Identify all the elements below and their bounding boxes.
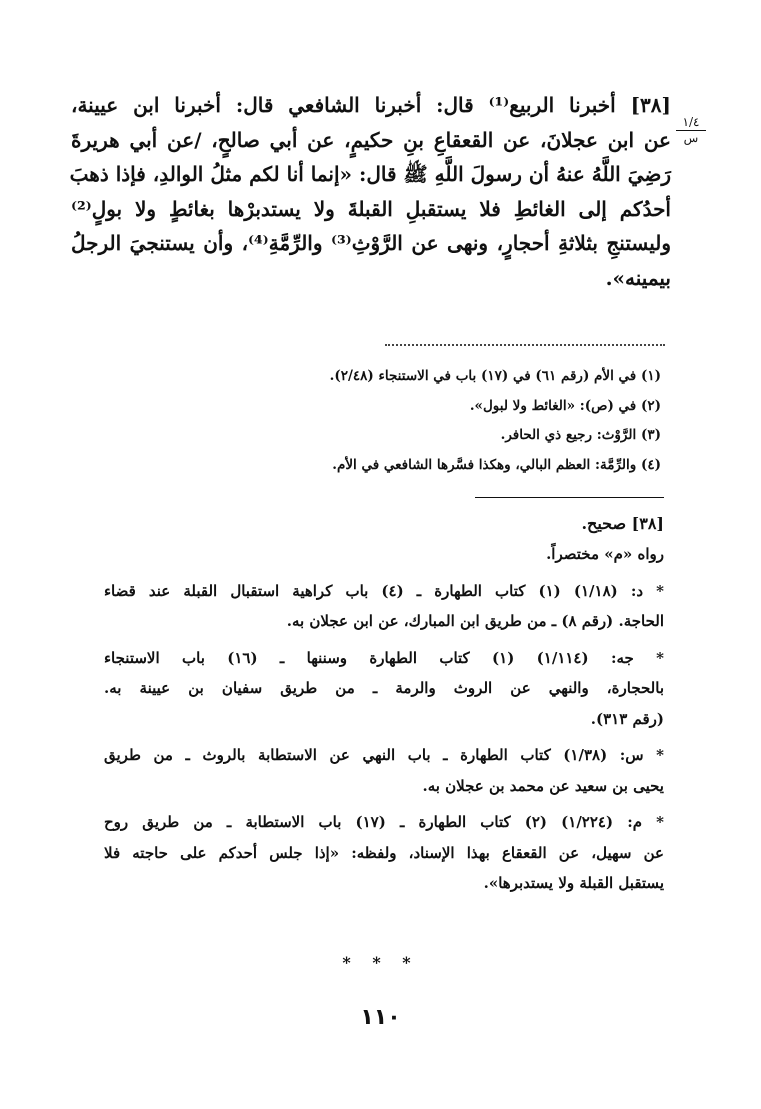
- footnote-separator: [385, 344, 665, 346]
- takhrij-line: * د: (١/١٨) (١) كتاب الطهارة ـ (٤) باب كراهية استقبال القبلة عند قضاء: [104, 581, 665, 600]
- takhrij-line: يستقبل القبلة ولا يستدبرها».: [483, 874, 664, 892]
- hadith-line: وليستنجِ بثلاثةِ أحجارٍ، ونهى عن الرَّوْثِ⁽³⁾ والرِّمَّةِ⁽⁴⁾، وأن يستنجيَ الرجلُ: [71, 231, 672, 255]
- section-ornament: * * *: [342, 953, 419, 972]
- takhrij-line: * جه: (١/١١٤) (١) كتاب الطهارة وسننها ـ (١٦) باب الاستنجاء: [104, 648, 664, 667]
- takhrij-intro: رواه «م» مختصراً.: [546, 545, 664, 563]
- takhrij-line: بالحجارة، والنهي عن الروث والرمة ـ من طريق سفيان بن عيينة به.: [104, 679, 664, 697]
- takhrij-line: * س: (١/٣٨) كتاب الطهارة ـ باب النهي عن الاستطابة بالروث ـ من طريق: [104, 746, 665, 764]
- takhrij-line: الحاجة. (رقم ٨) ـ من طريق ابن المبارك، عن ابن عجلان به.: [286, 612, 664, 630]
- takhrij-line: * م: (١/٢٢٤) (٢) كتاب الطهارة ـ (١٧) باب الاستطابة ـ من طريق روح: [104, 813, 665, 831]
- footnotes: [101, 362, 661, 480]
- hadith-line: بيمينه».: [605, 265, 671, 290]
- footnote-item: (٣) الرَّوْث: رجيع ذي الحافر.: [500, 427, 661, 443]
- margin-folio-note: [676, 115, 706, 145]
- footnote-item: (١) في الأم (رقم ٦١) في (١٧) باب في الاستنجاء (٢/٤٨).: [329, 368, 661, 384]
- margin-note-fraction: ١/٤: [676, 115, 706, 131]
- takhrij-heading: [٣٨] صحيح.: [581, 514, 664, 533]
- footnote-item: (٤) والرِّمَّة: العظم البالي، وهكذا فسَّرها الشافعي في الأم.: [332, 456, 661, 473]
- hadith-text: [71, 88, 671, 295]
- section-rule: [475, 497, 664, 498]
- takhrij-entry: [104, 807, 664, 899]
- takhrij-entry: [104, 643, 664, 735]
- page-number: ١١٠: [360, 1005, 401, 1030]
- hadith-line: أحدُكم إلى الغائطِ فلا يستقبلِ القبلةَ ولا يستدبرْها بغائطٍ ولا بولٍ⁽²⁾: [71, 196, 671, 221]
- takhrij-section: [104, 509, 664, 899]
- hadith-line: عن ابن عجلانَ، عن القعقاعِ بنِ حكيمٍ، عن أبي صالحٍ، /عن أبي هريرةَ: [71, 127, 671, 152]
- takhrij-line: يحيى بن سعيد عن محمد بن عجلان به.: [422, 776, 664, 795]
- hadith-line: [٣٨] أخبرنا الربيع⁽¹⁾ قال: أخبرنا الشافعي قال: أخبرنا ابن عيينة،: [71, 93, 671, 117]
- takhrij-line: (رقم ٣١٣).: [590, 709, 664, 728]
- hadith-line: رَضِيَ اللَّهُ عنهُ أن رسولَ اللَّهِ ﷺ قال: «إنما أنا لكم مثلُ الوالدِ، فإذا ذهبَ: [69, 162, 671, 186]
- footnote-item: (٢) في (ص): «الغائط ولا لبول».: [469, 397, 661, 414]
- takhrij-entry: [104, 740, 664, 801]
- margin-note-siglum: س: [683, 131, 699, 145]
- takhrij-entry: [104, 576, 664, 637]
- takhrij-line: عن سهيل، عن القعقاع بهذا الإسناد، ولفظه: «إذا جلس أحدكم على حاجته فلا: [104, 843, 664, 862]
